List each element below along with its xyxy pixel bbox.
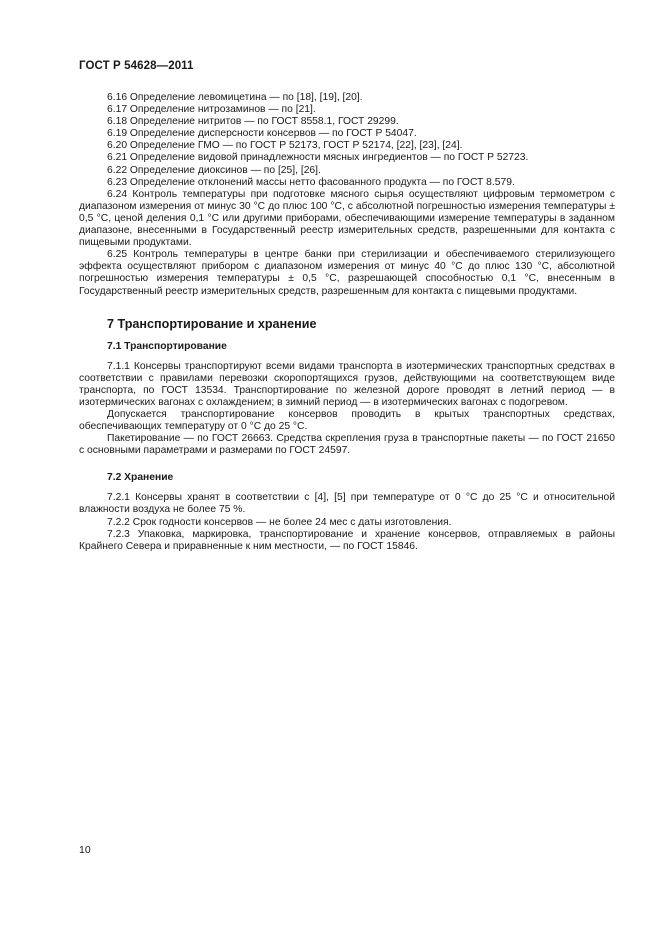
subsection-7-2-heading: 7.2 Хранение — [107, 472, 174, 484]
clause-6-20: 6.20 Определение ГМО — по ГОСТ Р 52173, ГОСТ Р 52174, [22], [23], [24]. — [107, 140, 463, 152]
clause-7-2-2: 7.2.2 Срок годности консервов — не более 24 мес с даты изготовления. — [107, 516, 452, 528]
clause-6-23: 6.23 Определение отклонений массы нетто фасованного продукта — по ГОСТ 8.579. — [107, 176, 515, 188]
clause-6-25: 6.25 Контроль температуры в центре банки при стерилизации и обеспечиваемого стерилизующего эффекта осуществляют прибором с диапазоном измерения от минус 40 °С до плюс 130 °С, абсолютной погрешностью измерения температуры ± 0,5 °С, разрешающей способностью 0,1 °С, внесенным в Государственный реестр измерительных средств, разрешенным для контакта с пищевыми продуктами. — [79, 249, 615, 297]
subsection-7-1-heading: 7.1 Транспортирование — [107, 340, 227, 352]
clause-6-21: 6.21 Определение видовой принадлежности мясных ингредиентов — по ГОСТ Р 52723. — [107, 152, 529, 164]
clause-6-19: 6.19 Определение дисперсности консервов — по ГОСТ Р 54047. — [107, 128, 417, 140]
clause-6-16: 6.16 Определение левомицетина — по [18], [19], [20]. — [107, 92, 363, 103]
clause-6-17: 6.17 Определение нитрозаминов — по [21]. — [107, 104, 316, 116]
document-code: ГОСТ Р 54628—2011 — [79, 60, 194, 72]
clause-6-22: 6.22 Определение диоксинов — по [25], [26]. — [107, 164, 321, 176]
clause-7-2-3: 7.2.3 Упаковка, маркировка, транспортирование и хранение консервов, отправляемых в районы Крайнего Севера и приравненные к ним местности, — по ГОСТ 15846. — [79, 528, 615, 552]
section-7-heading: 7 Транспортирование и хранение — [107, 316, 317, 331]
clause-6-24: 6.24 Контроль температуры при подготовке мясного сырья осуществляют цифровым термометром с диапазоном измерения от минус 30 °С до плюс 100 °С, с абсолютной погрешностью измерения температуры ± 0,5 °С, ценой деления 0,1 °С или другими приборами, обеспечивающими измерение температуры в заданном диапазоне, внесенными в Государственный реестр измерительных средств, разрешенными для контакта с пищевыми продуктами. — [79, 188, 615, 249]
page-number: 10 — [79, 844, 91, 856]
clause-7-1-1: 7.1.1 Консервы транспортируют всеми видами транспорта в изотермических транспортных средствах в соответствии с правилами перевозки скоропортящихся грузов, действующими на соответствующем виде транспорта, по ГОСТ 13534. Транспортирование по железной дороге проводят в летний период — в изотермических вагонах с охлаждением; в зимний период — в изотермических вагонах с подогревом. — [79, 360, 615, 408]
page-body — [79, 92, 615, 553]
clause-6-18: 6.18 Определение нитритов — по ГОСТ 8558.1, ГОСТ 29299. — [107, 116, 399, 128]
clause-7-1-1-cont-1: Допускается транспортирование консервов проводить в крытых транспортных средствах, обеспечивающих температуру от 0 °С до 25 °С. — [79, 408, 615, 433]
clause-7-2-1: 7.2.1 Консервы хранят в соответствии с [4], [5] при температуре от 0 °С до 25 °С и относительной влажности воздуха не более 75 %. — [79, 492, 615, 516]
clause-7-1-1-cont-2: Пакетирование — по ГОСТ 26663. Средства скрепления груза в транспортные пакеты — по ГОСТ 21650 с основными параметрами и размерами по ГОСТ 24597. — [79, 433, 615, 457]
